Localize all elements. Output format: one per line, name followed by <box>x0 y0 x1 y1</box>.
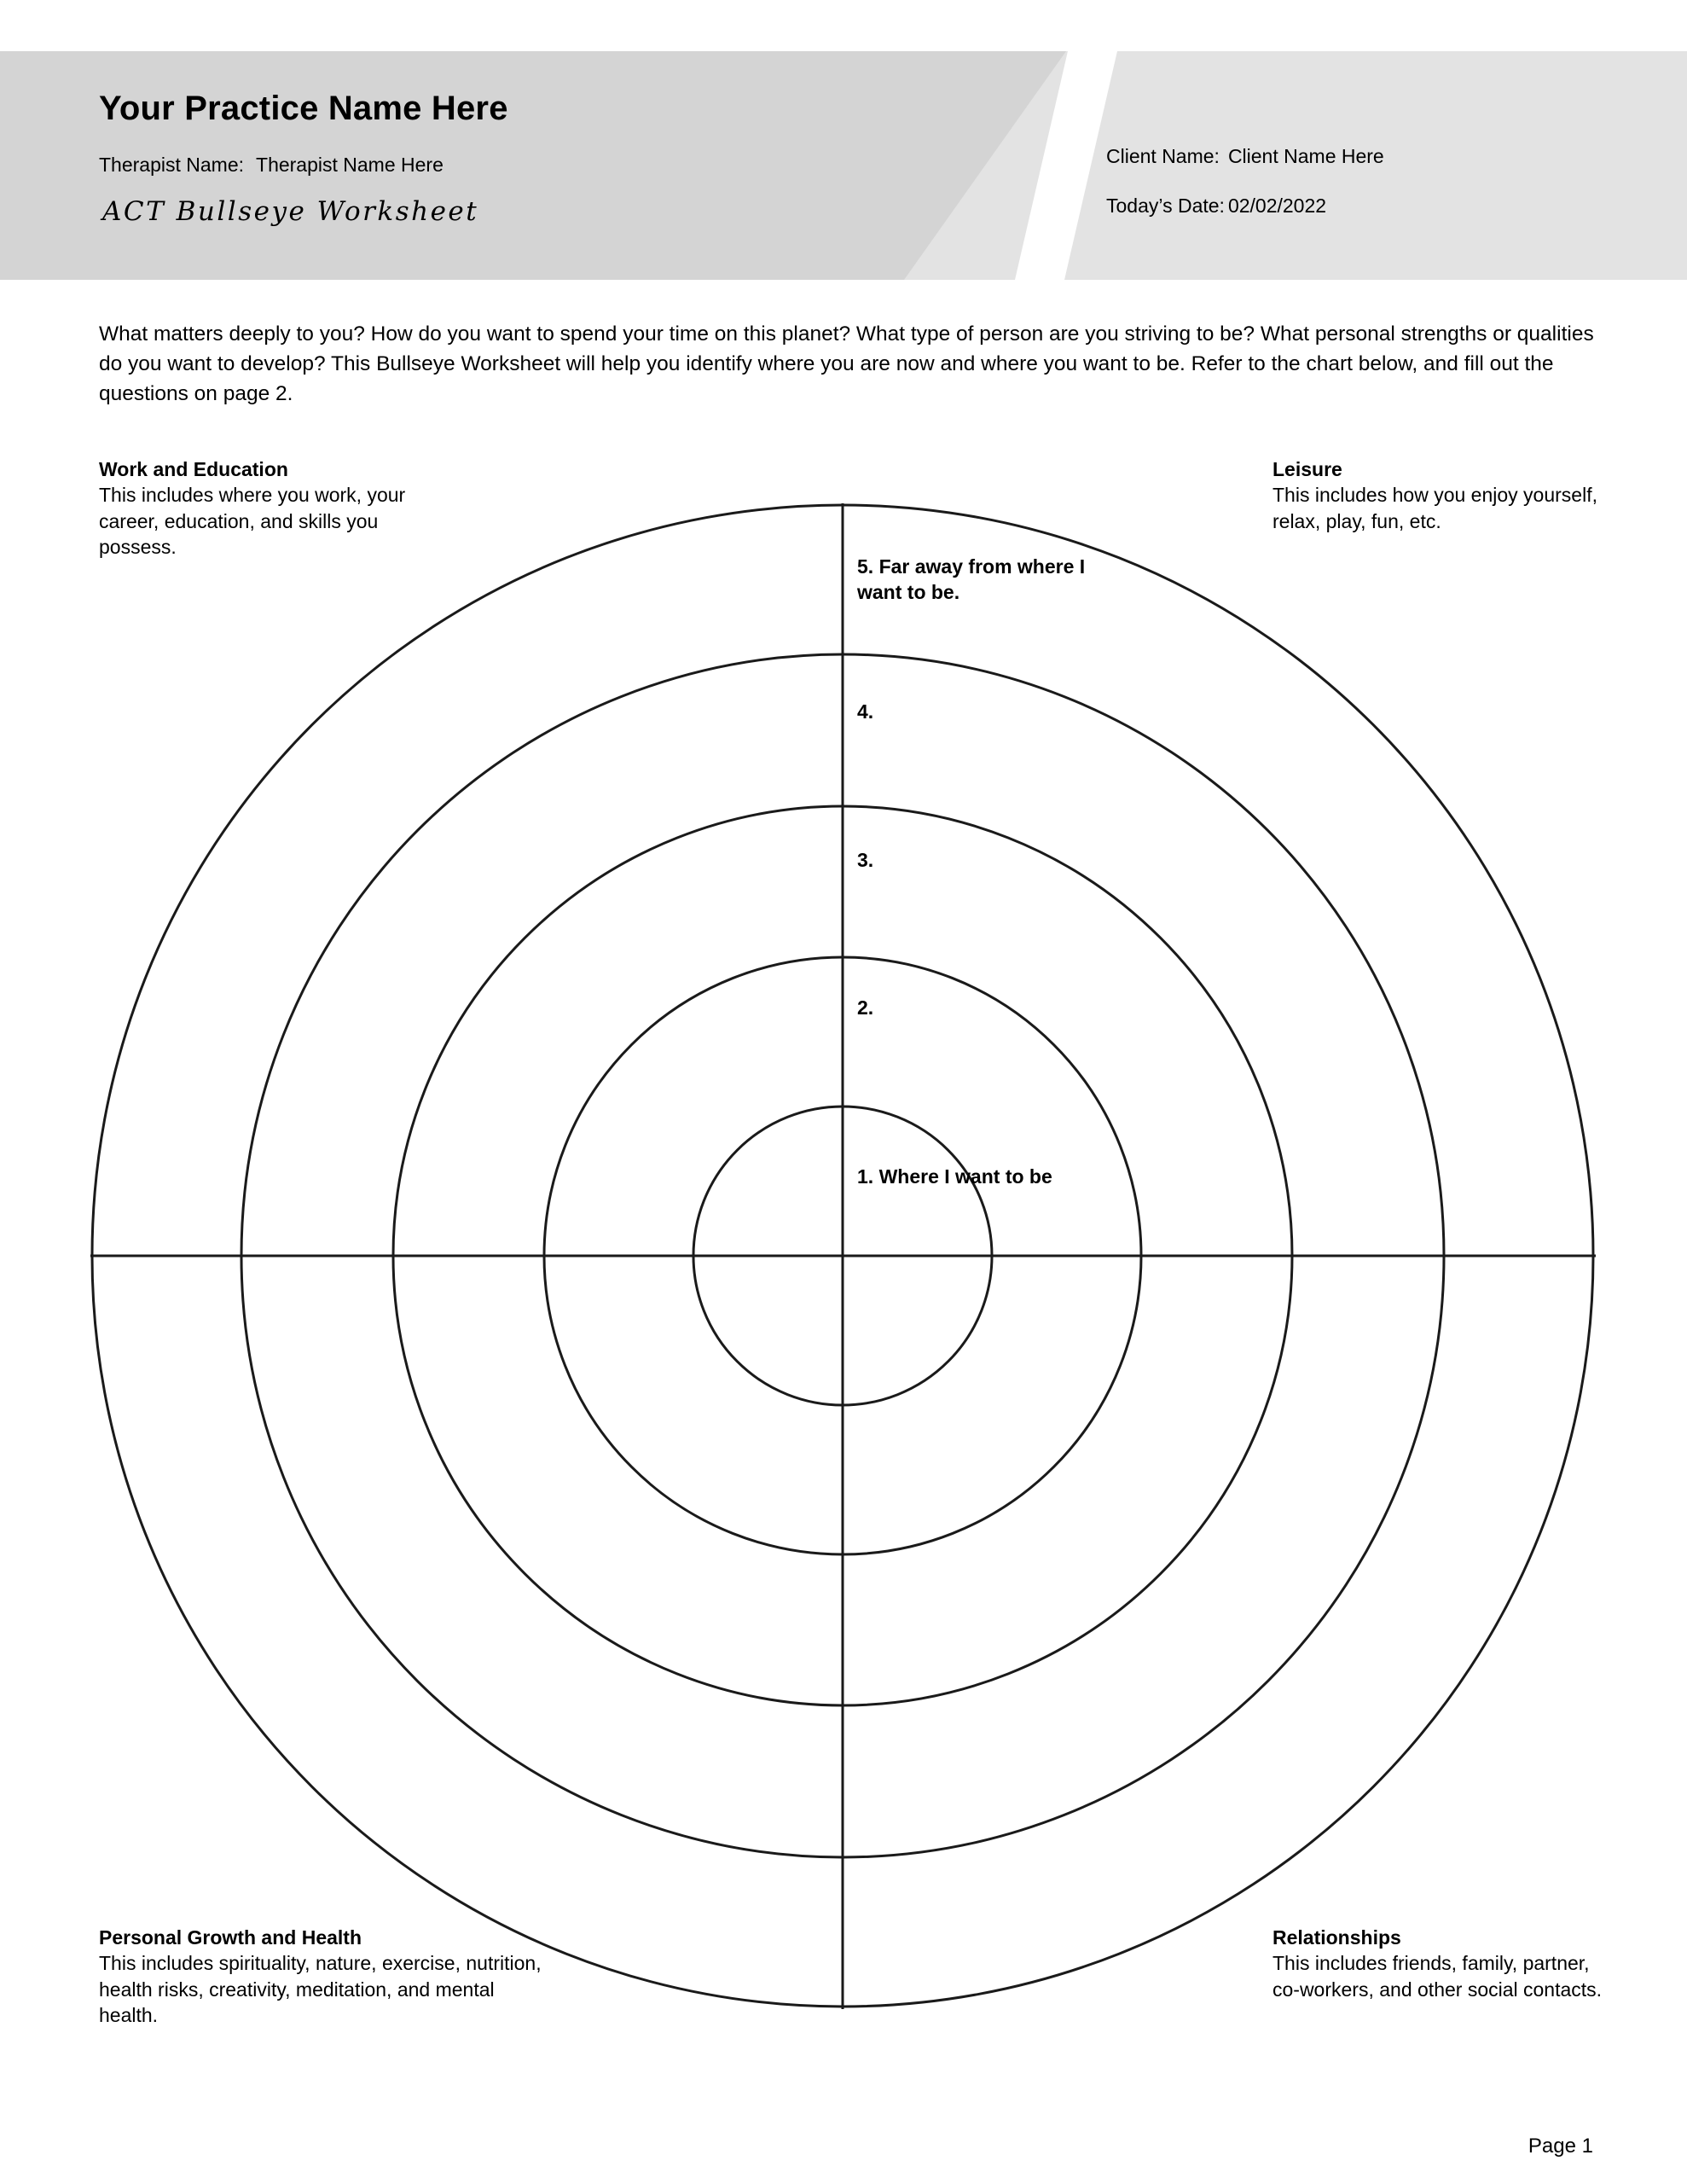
quadrant-title: Leisure <box>1272 458 1342 480</box>
ring-label-5: 5. Far away from where I want to be. <box>857 555 1086 603</box>
quadrant-title: Relationships <box>1272 1926 1401 1949</box>
therapist-name-value: Therapist Name Here <box>256 154 443 176</box>
ring-label-2: 2. <box>857 996 874 1019</box>
quadrant-description: This includes friends, family, partner, co-workers, and other social contacts. <box>1272 1952 1603 2001</box>
quadrant-title: Personal Growth and Health <box>99 1926 362 1949</box>
date-row <box>1106 195 1326 218</box>
therapist-name-row <box>99 154 443 177</box>
page-header <box>0 0 1687 282</box>
ring-label-3: 3. <box>857 849 874 871</box>
intro-paragraph: What matters deeply to you? How do you want to spend your time on this planet? What type of person are you striving to be? What personal strengths or qualities do you want to develop? This Bullseye Worksheet will help you identify where you are now and where you want to be. Refer to the chart below, and fill out the questions on page 2. <box>99 322 1594 405</box>
bullseye-rings-svg <box>90 503 1596 2009</box>
quadrant-description: This includes where you work, your career, education, and skills you possess. <box>99 484 406 559</box>
client-name-value: Client Name Here <box>1227 145 1384 167</box>
quadrant-description: This includes spirituality, nature, exercise, nutrition, health risks, creativity, meditation, and mental health. <box>99 1952 542 2027</box>
page-number: Page 1 <box>1528 2135 1593 2158</box>
client-name-label: Client Name: <box>1106 145 1220 167</box>
practice-name: Your Practice Name Here <box>99 90 508 127</box>
quadrant-description: This includes how you enjoy yourself, relax, play, fun, etc. <box>1272 484 1597 532</box>
worksheet-title: ACT Bullseye Worksheet <box>102 196 479 227</box>
therapist-name-label: Therapist Name: <box>99 154 245 176</box>
date-label: Today’s Date: <box>1106 195 1225 217</box>
ring-label-1: 1. Where I want to be <box>857 1165 1052 1188</box>
client-name-row <box>1106 145 1384 168</box>
bullseye-chart <box>90 503 1596 2009</box>
date-value: 02/02/2022 <box>1227 195 1327 217</box>
ring-label-4: 4. <box>857 700 874 723</box>
quadrant-title: Work and Education <box>99 458 288 480</box>
